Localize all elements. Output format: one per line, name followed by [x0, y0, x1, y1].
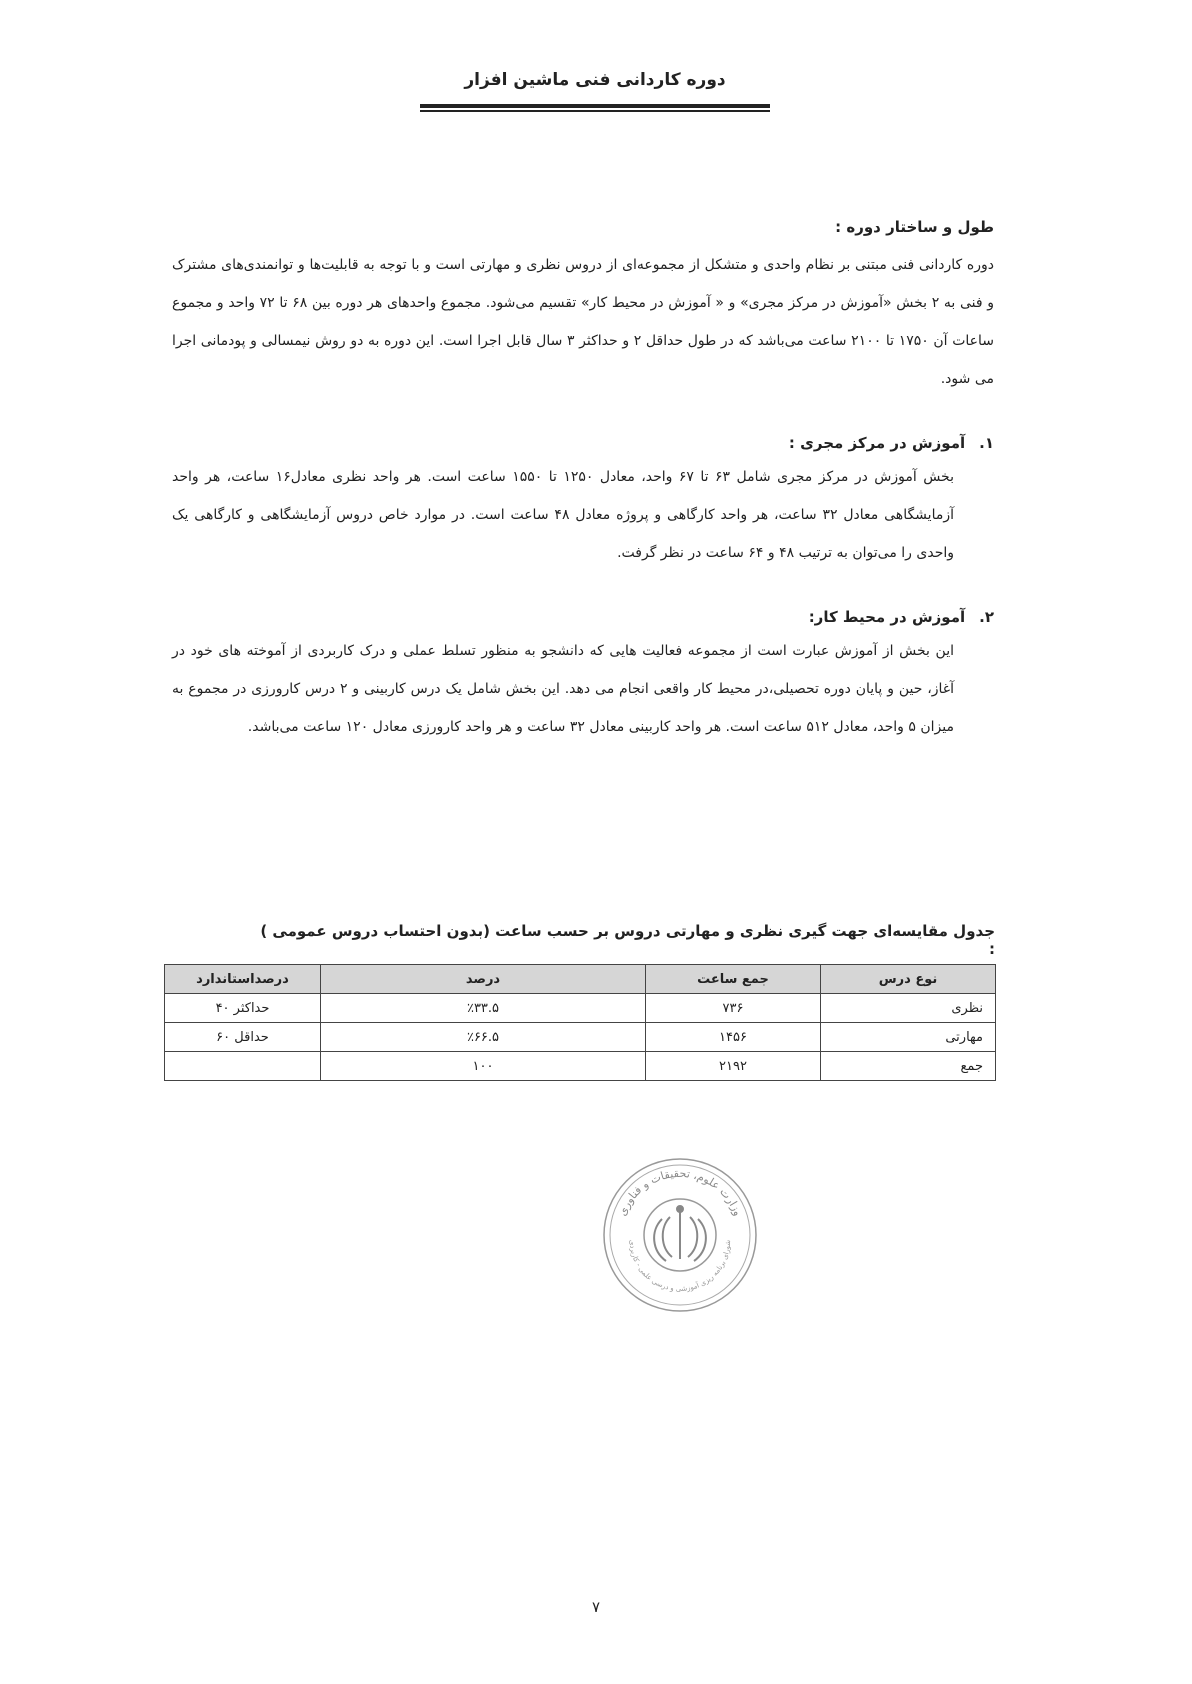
cell-hours: ۷۳۶	[646, 994, 821, 1023]
cell-hours: ۲۱۹۲	[646, 1052, 821, 1081]
seal-outer-text: وزارت علوم، تحقیقات و فناوری	[615, 1166, 745, 1218]
cell-type: جمع	[821, 1052, 996, 1081]
table-header-type: نوع درس	[821, 965, 996, 994]
table-row	[165, 994, 996, 1023]
table-header-row	[165, 965, 996, 994]
cell-percent: ٪۳۳.۵	[321, 994, 646, 1023]
section-2-number: ۲.	[979, 608, 994, 626]
section-1-number: ۱.	[979, 434, 994, 452]
page-title: دوره کاردانی فنی ماشین افزار	[464, 70, 726, 90]
header-rule-thick	[420, 104, 770, 108]
cell-hours: ۱۴۵۶	[646, 1023, 821, 1052]
cell-standard: حداقل ۶۰	[165, 1023, 321, 1052]
main-content	[172, 218, 994, 746]
section-2-paragraph: این بخش از آموزش عبارت است از مجموعه فعالیت هایی که دانشجو به منظور تسلط عملی و درک کاربردی از آموخته های خود در آغاز، حین و پایان دوره تحصیلی،در محیط کار واقعی انجام می دهد. این بخش شامل یک درس کاربینی و ۲ درس کارورزی در مجموع به میزان ۵ واحد، معادل ۵۱۲ ساعت است. هر واحد کاربینی معادل ۳۲ ساعت و هر واحد کارورزی معادل ۱۲۰ ساعت می‌باشد.	[172, 643, 954, 735]
seal-inner-text: شورای برنامه ریزی آموزشی و درسی علمی - کاربردی	[627, 1239, 733, 1294]
cell-standard	[165, 1052, 321, 1081]
intro-heading: طول و ساختار دوره :	[835, 218, 994, 236]
cell-type: نظری	[821, 994, 996, 1023]
emblem-icon	[654, 1206, 706, 1261]
table-header-hours: جمع ساعت	[646, 965, 821, 994]
table-title: جدول مقایسه‌ای جهت گیری نظری و مهارتی دروس بر حسب ساعت (بدون احتساب دروس عمومی ) :	[260, 922, 995, 958]
cell-standard: حداکثر ۴۰	[165, 994, 321, 1023]
cell-percent: ۱۰۰	[321, 1052, 646, 1081]
cell-type: مهارتی	[821, 1023, 996, 1052]
section-2-title: آموزش در محیط کار:	[808, 608, 966, 626]
intro-paragraph: دوره کاردانی فنی مبتنی بر نظام واحدی و متشکل از مجموعه‌ای از دروس نظری و مهارتی است و با توجه به قابلیت‌ها و توانمندی‌های مشترک و فنی به ۲ بخش «آموزش در مرکز مجری» و « آموزش در محیط کار» تقسیم می‌شود. مجموع واحدهای هر دوره بین ۶۸ تا ۷۲ واحد و مجموع ساعات آن ۱۷۵۰ تا ۲۱۰۰ ساعت می‌باشد که در طول حداقل ۲ و حداکثر ۳ سال قابل اجرا است. این دوره به دو روش نیمسالی و پودمانی اجرا می شود.	[172, 257, 995, 387]
cell-percent: ٪۶۶.۵	[321, 1023, 646, 1052]
section-1	[172, 434, 994, 572]
table-header-percent: درصد	[321, 965, 646, 994]
table-row	[165, 1023, 996, 1052]
section-1-paragraph: بخش آموزش در مرکز مجری شامل ۶۳ تا ۶۷ واحد، معادل ۱۲۵۰ تا ۱۵۵۰ ساعت است. هر واحد نظری معادل۱۶ ساعت، هر واحد آزمایشگاهی معادل ۳۲ ساعت، هر واحد کارگاهی و پروژه معادل ۴۸ ساعت است. در موارد خاص دروس آزمایشگاهی و کارگاهی یک واحدی را می‌توان به ترتیب ۴۸ و ۶۴ ساعت در نظر گرفت.	[172, 469, 954, 561]
section-1-title: آموزش در مرکز مجری :	[788, 434, 966, 452]
section-2	[172, 608, 994, 746]
header-rule-thin	[420, 110, 770, 112]
table-header-standard: درصداستاندارد	[165, 965, 321, 994]
comparison-table	[164, 964, 996, 1081]
ministry-seal	[600, 1155, 760, 1315]
table-row	[165, 1052, 996, 1081]
page-number: ۷	[591, 1598, 601, 1616]
page-header	[420, 70, 770, 114]
